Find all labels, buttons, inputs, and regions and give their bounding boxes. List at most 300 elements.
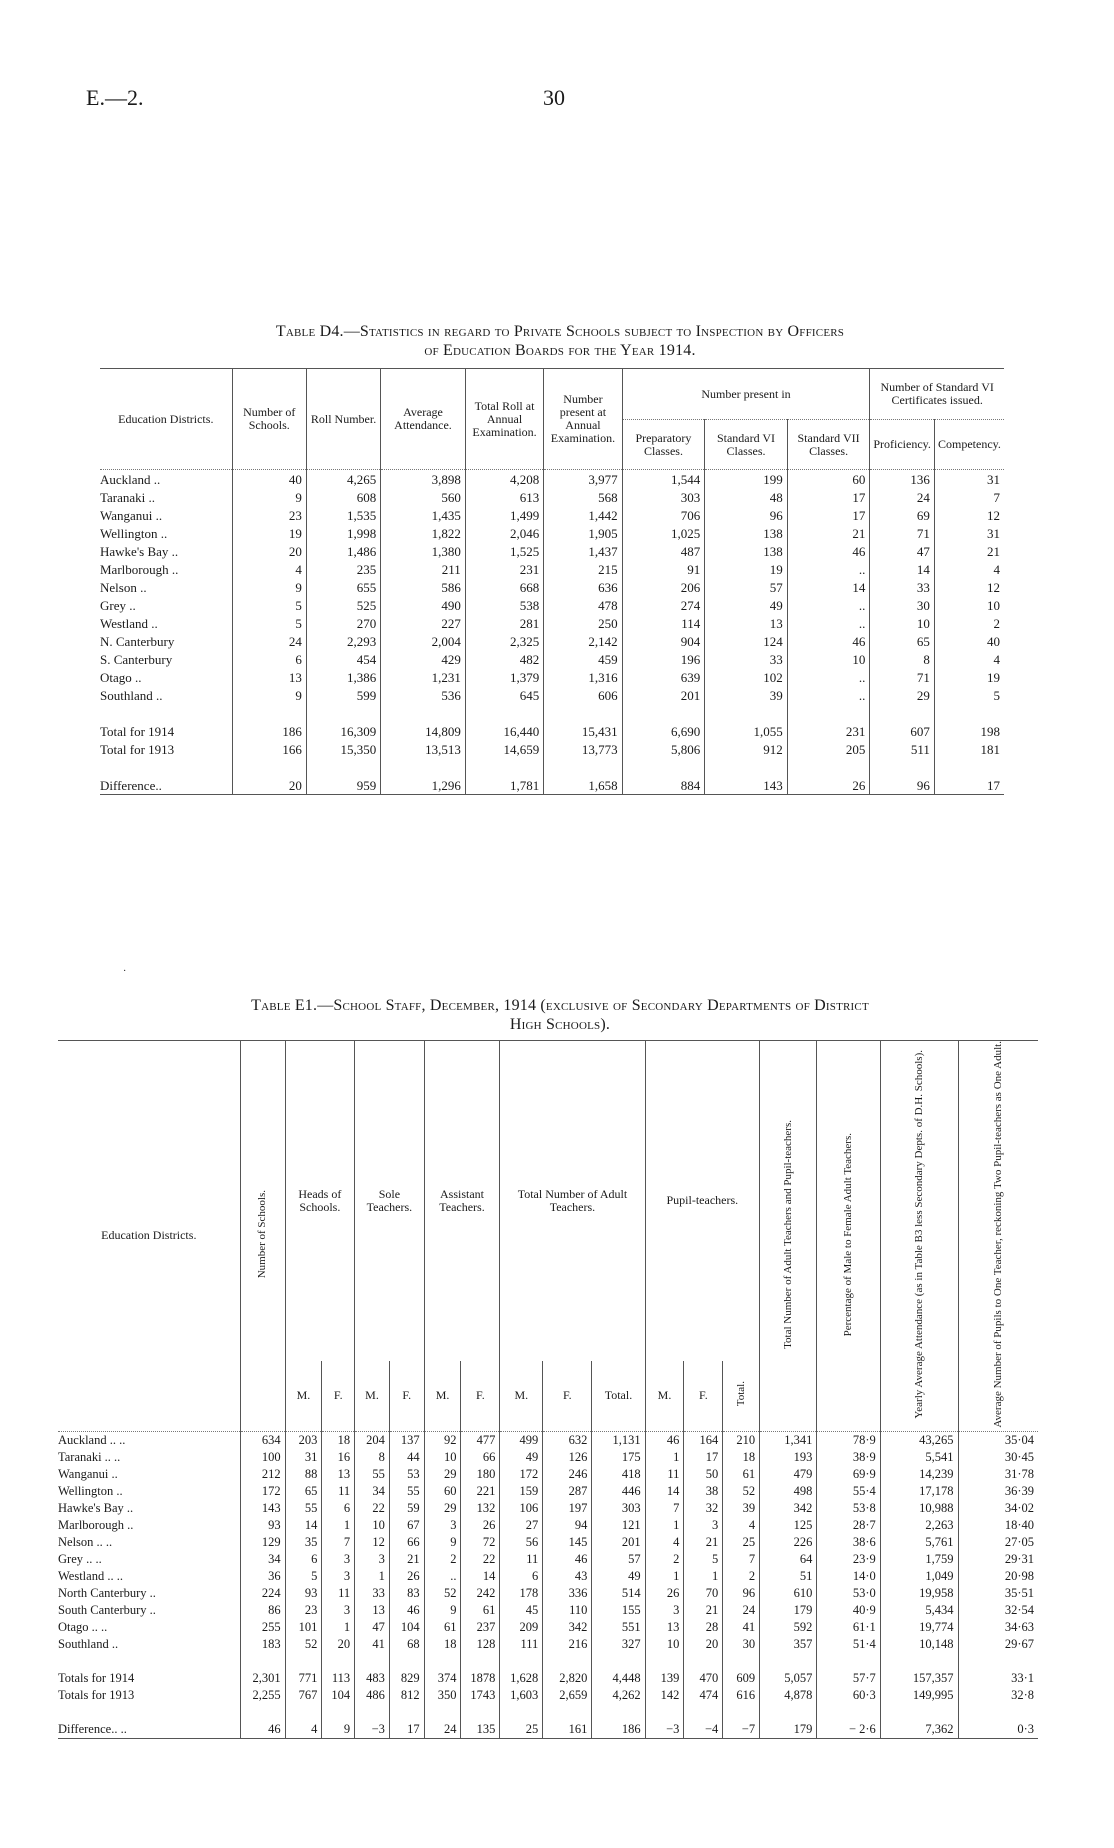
table-cell: 46	[787, 632, 870, 650]
table-cell: 55	[355, 1466, 390, 1483]
table-cell: 429	[381, 650, 466, 668]
table-cell: 104	[322, 1687, 355, 1704]
table-cell: 10	[787, 650, 870, 668]
table-cell: 1,055	[705, 722, 788, 740]
table-cell: 125	[760, 1517, 817, 1534]
table-cell: 16,309	[306, 722, 380, 740]
table-cell: 21	[934, 542, 1004, 560]
table-d4-caption	[100, 322, 1020, 360]
table-cell: 2	[424, 1551, 461, 1568]
table-cell: 216	[543, 1636, 592, 1653]
table-cell: 1,296	[381, 776, 466, 795]
row-label: Totals for 1913	[58, 1687, 135, 1702]
table-cell: 4	[934, 650, 1004, 668]
table-cell: 1,628	[500, 1670, 543, 1687]
table-cell: 10	[934, 596, 1004, 614]
table-cell: 50	[684, 1466, 723, 1483]
table-cell: 767	[285, 1687, 322, 1704]
table-cell: 55	[285, 1500, 322, 1517]
table-cell: 61	[461, 1602, 500, 1619]
table-cell: 1,379	[465, 668, 543, 686]
table-cell: 2,301	[240, 1670, 285, 1687]
table-cell: 29·31	[958, 1551, 1038, 1568]
table-cell: 33	[355, 1585, 390, 1602]
table-cell: 1,049	[880, 1568, 958, 1585]
table-cell: 21	[684, 1602, 723, 1619]
table-cell: 10	[424, 1449, 461, 1466]
table-cell: 9	[424, 1534, 461, 1551]
table-cell: 1	[684, 1568, 723, 1585]
row-label: Southland ..	[58, 1636, 119, 1651]
table-row	[58, 1636, 1038, 1653]
table-cell: 13	[645, 1619, 684, 1636]
table-cell: 65	[870, 632, 935, 650]
table-cell: 46	[787, 542, 870, 560]
table-cell: 106	[500, 1500, 543, 1517]
table-cell: 4,448	[592, 1670, 645, 1687]
table-cell: 342	[760, 1500, 817, 1517]
table-cell: 113	[322, 1670, 355, 1687]
table-cell: 20	[232, 776, 306, 795]
table-cell: 20·98	[958, 1568, 1038, 1585]
table-cell: 470	[684, 1670, 723, 1687]
table-cell: 121	[592, 1517, 645, 1534]
table-cell: 592	[760, 1619, 817, 1636]
table-cell: 459	[544, 650, 622, 668]
table-cell: 1,822	[381, 524, 466, 542]
table-cell: 26	[787, 776, 870, 795]
table-cell: 274	[622, 596, 705, 614]
table-cell: 45	[500, 1602, 543, 1619]
table-cell: 71	[870, 524, 935, 542]
table-cell: 227	[381, 614, 466, 632]
table-cell: 29	[424, 1500, 461, 1517]
page-code: E.—2.	[86, 85, 144, 110]
table-row	[58, 1551, 1038, 1568]
table-cell: ..	[787, 596, 870, 614]
table-cell: 155	[592, 1602, 645, 1619]
table-cell: 1,499	[465, 506, 543, 524]
table-row	[100, 632, 1004, 650]
header-competency: Competency.	[934, 420, 1004, 470]
table-cell: 568	[544, 488, 622, 506]
table-cell: 498	[760, 1483, 817, 1500]
table-cell: 28·7	[817, 1517, 880, 1534]
table-cell: 10,988	[880, 1500, 958, 1517]
table-cell: 446	[592, 1483, 645, 1500]
table-cell: 2,004	[381, 632, 466, 650]
table-cell: 30	[870, 596, 935, 614]
table-cell: 145	[543, 1534, 592, 1551]
table-cell: 2,255	[240, 1687, 285, 1704]
table-cell: 303	[592, 1500, 645, 1517]
row-label: S. Canterbury	[100, 651, 173, 667]
table-cell: 12	[355, 1534, 390, 1551]
e1-header-heads: Heads of Schools.	[285, 1041, 355, 1361]
table-cell: 33·1	[958, 1670, 1038, 1687]
table-cell: 13,773	[544, 740, 622, 758]
table-cell: 137	[389, 1431, 424, 1449]
table-cell: 14	[461, 1568, 500, 1585]
table-cell: 139	[645, 1670, 684, 1687]
e1-adult-f: F.	[543, 1361, 592, 1432]
table-cell: 13	[322, 1466, 355, 1483]
row-label: Taranaki .. ..	[58, 1449, 121, 1464]
table-cell: 70	[684, 1585, 723, 1602]
row-label: Wellington ..	[58, 1483, 123, 1498]
totals-row	[58, 1670, 1038, 1687]
table-row	[58, 1431, 1038, 1449]
table-cell: 181	[934, 740, 1004, 758]
table-cell: 21	[389, 1551, 424, 1568]
table-row	[58, 1449, 1038, 1466]
table-cell: 1,131	[592, 1431, 645, 1449]
table-cell: 30	[723, 1636, 760, 1653]
row-label: Auckland ..	[100, 471, 161, 487]
table-row	[58, 1534, 1038, 1551]
table-cell: 303	[622, 488, 705, 506]
table-cell: ..	[787, 614, 870, 632]
table-row	[58, 1619, 1038, 1636]
table-cell: 111	[500, 1636, 543, 1653]
table-cell: 350	[424, 1687, 461, 1704]
table-e1	[58, 1040, 1038, 1739]
table-cell: 616	[723, 1687, 760, 1704]
table-cell: 32	[684, 1500, 723, 1517]
table-cell: 287	[543, 1483, 592, 1500]
table-cell: 51	[760, 1568, 817, 1585]
totals-row	[58, 1687, 1038, 1704]
table-cell: 201	[622, 686, 705, 704]
table-cell: 183	[240, 1636, 285, 1653]
table-cell: −4	[684, 1721, 723, 1739]
table-row	[100, 596, 1004, 614]
row-label: Westland .. ..	[58, 1568, 123, 1583]
table-cell: 1,905	[544, 524, 622, 542]
table-cell: 61·1	[817, 1619, 880, 1636]
table-row	[58, 1500, 1038, 1517]
table-cell: 172	[500, 1466, 543, 1483]
table-cell: 17	[934, 776, 1004, 795]
e1-adult-m: M.	[500, 1361, 543, 1432]
table-cell: 4	[285, 1721, 322, 1739]
table-cell: 94	[543, 1517, 592, 1534]
table-cell: 499	[500, 1431, 543, 1449]
table-cell: 904	[622, 632, 705, 650]
row-label: Nelson .. ..	[58, 1534, 113, 1549]
table-cell: 40	[232, 470, 306, 489]
table-cell: 22	[355, 1500, 390, 1517]
table-cell: 1,341	[760, 1431, 817, 1449]
table-row	[100, 614, 1004, 632]
table-cell: 18	[322, 1431, 355, 1449]
table-cell: 32·8	[958, 1687, 1038, 1704]
table-cell: 55·4	[817, 1483, 880, 1500]
header-attendance: Average Attendance.	[381, 369, 466, 470]
row-label: Auckland .. ..	[58, 1432, 126, 1447]
table-cell: 14,239	[880, 1466, 958, 1483]
table-cell: 7	[934, 488, 1004, 506]
row-label: Wanganui ..	[58, 1466, 118, 1481]
table-cell: 560	[381, 488, 466, 506]
table-cell: 224	[240, 1585, 285, 1602]
table-cell: 198	[934, 722, 1004, 740]
table-cell: 2,046	[465, 524, 543, 542]
table-cell: 26	[389, 1568, 424, 1585]
table-cell: 19,774	[880, 1619, 958, 1636]
table-cell: 49	[500, 1449, 543, 1466]
table-cell: 490	[381, 596, 466, 614]
table-cell: 639	[622, 668, 705, 686]
table-cell: 128	[461, 1636, 500, 1653]
table-cell: 64	[760, 1551, 817, 1568]
table-cell: 4,208	[465, 470, 543, 489]
table-row	[100, 470, 1004, 489]
table-cell: 46	[543, 1551, 592, 1568]
row-label: Nelson ..	[100, 579, 147, 595]
table-cell: 203	[285, 1431, 322, 1449]
table-cell: 655	[306, 578, 380, 596]
table-cell: 92	[424, 1431, 461, 1449]
table-cell: 36	[240, 1568, 285, 1585]
table-cell: 1	[645, 1517, 684, 1534]
table-cell: 38·6	[817, 1534, 880, 1551]
table-cell: 418	[592, 1466, 645, 1483]
table-cell: 3,977	[544, 470, 622, 489]
row-label: Marlborough ..	[100, 561, 179, 577]
table-cell: 27	[500, 1517, 543, 1534]
e1-header-average: Average Number of Pupils to One Teacher, reckoning Two Pupil-teachers as One Adult.	[991, 1041, 1004, 1428]
table-cell: 186	[592, 1721, 645, 1739]
table-cell: 143	[705, 776, 788, 795]
table-cell: 357	[760, 1636, 817, 1653]
table-cell: 1,316	[544, 668, 622, 686]
table-cell: 5	[934, 686, 1004, 704]
table-cell: 159	[500, 1483, 543, 1500]
table-cell: 193	[760, 1449, 817, 1466]
table-cell: 235	[306, 560, 380, 578]
table-cell: 6	[285, 1551, 322, 1568]
table-cell: 10	[355, 1517, 390, 1534]
table-cell: 41	[355, 1636, 390, 1653]
table-cell: 34	[240, 1551, 285, 1568]
table-cell: 26	[645, 1585, 684, 1602]
e1-header-assistant: Assistant Teachers.	[424, 1041, 500, 1361]
table-cell: 33	[870, 578, 935, 596]
table-cell: 114	[622, 614, 705, 632]
header-std7: Standard VII Classes.	[787, 420, 870, 470]
table-cell: 66	[389, 1534, 424, 1551]
table-cell: 196	[622, 650, 705, 668]
table-cell: 34	[355, 1483, 390, 1500]
table-cell: −3	[645, 1721, 684, 1739]
table-cell: 47	[870, 542, 935, 560]
stray-dot: ·	[123, 966, 127, 977]
table-cell: 10	[645, 1636, 684, 1653]
header-present: Number present at Annual Examination.	[544, 369, 622, 470]
table-cell: 48	[705, 488, 788, 506]
table-cell: 31·78	[958, 1466, 1038, 1483]
table-cell: 1,231	[381, 668, 466, 686]
table-cell: 1,025	[622, 524, 705, 542]
table-cell: 24	[232, 632, 306, 650]
table-cell: 49	[592, 1568, 645, 1585]
table-cell: 327	[592, 1636, 645, 1653]
table-cell: 201	[592, 1534, 645, 1551]
table-cell: 2	[934, 614, 1004, 632]
table-cell: 57·7	[817, 1670, 880, 1687]
table-cell: 6	[500, 1568, 543, 1585]
table-cell: 9	[232, 686, 306, 704]
table-cell: ..	[787, 560, 870, 578]
table-cell: 2,820	[543, 1670, 592, 1687]
table-cell: 61	[723, 1466, 760, 1483]
table-cell: 27·05	[958, 1534, 1038, 1551]
table-cell: 1,658	[544, 776, 622, 795]
table-cell: 67	[389, 1517, 424, 1534]
table-cell: 23·9	[817, 1551, 880, 1568]
table-cell: 270	[306, 614, 380, 632]
table-cell: 5,057	[760, 1670, 817, 1687]
table-cell: 30·45	[958, 1449, 1038, 1466]
table-cell: 32·54	[958, 1602, 1038, 1619]
table-cell: 454	[306, 650, 380, 668]
table-cell: 14	[645, 1483, 684, 1500]
table-cell: 31	[934, 470, 1004, 489]
table-cell: 1	[322, 1517, 355, 1534]
e1-header-sole: Sole Teachers.	[355, 1041, 425, 1361]
table-cell: 1,442	[544, 506, 622, 524]
table-cell: 7	[322, 1534, 355, 1551]
table-cell: 487	[622, 542, 705, 560]
table-cell: ..	[787, 668, 870, 686]
table-cell: − 2·6	[817, 1721, 880, 1739]
table-cell: 34·63	[958, 1619, 1038, 1636]
table-cell: 135	[461, 1721, 500, 1739]
table-cell: 57	[705, 578, 788, 596]
table-cell: 59	[389, 1500, 424, 1517]
table-cell: 57	[592, 1551, 645, 1568]
table-cell: 11	[500, 1551, 543, 1568]
table-cell: 46	[389, 1602, 424, 1619]
row-label: Marlborough ..	[58, 1517, 134, 1532]
table-cell: 72	[461, 1534, 500, 1551]
table-cell: 2,659	[543, 1687, 592, 1704]
table-cell: 486	[355, 1687, 390, 1704]
table-cell: 61	[424, 1619, 461, 1636]
table-cell: 19	[232, 524, 306, 542]
table-cell: 13,513	[381, 740, 466, 758]
table-cell: 474	[684, 1687, 723, 1704]
table-cell: 231	[465, 560, 543, 578]
table-cell: 21	[787, 524, 870, 542]
table-cell: 126	[543, 1449, 592, 1466]
table-cell: 33	[705, 650, 788, 668]
table-cell: 83	[389, 1585, 424, 1602]
table-cell: 12	[934, 578, 1004, 596]
table-cell: 3,898	[381, 470, 466, 489]
table-cell: 24	[870, 488, 935, 506]
table-cell: 1,435	[381, 506, 466, 524]
row-label: Grey .. ..	[58, 1551, 102, 1566]
table-cell: 281	[465, 614, 543, 632]
table-cell: 8	[355, 1449, 390, 1466]
table-cell: 1,525	[465, 542, 543, 560]
table-row	[100, 542, 1004, 560]
table-row	[100, 650, 1004, 668]
table-cell: 1,535	[306, 506, 380, 524]
table-cell: 86	[240, 1602, 285, 1619]
table-cell: 3	[684, 1517, 723, 1534]
table-cell: 69·9	[817, 1466, 880, 1483]
table-cell: 16	[322, 1449, 355, 1466]
table-cell: 65	[285, 1483, 322, 1500]
table-cell: 221	[461, 1483, 500, 1500]
row-label: Otago ..	[100, 669, 142, 685]
table-cell: 4,262	[592, 1687, 645, 1704]
table-cell: 20	[322, 1636, 355, 1653]
table-row	[100, 668, 1004, 686]
row-label: Wellington ..	[100, 525, 168, 541]
table-cell: 607	[870, 722, 935, 740]
table-cell: 15,350	[306, 740, 380, 758]
table-cell: 44	[389, 1449, 424, 1466]
table-cell: 26	[461, 1517, 500, 1534]
table-row	[100, 560, 1004, 578]
e1-assistant-m: M.	[424, 1361, 461, 1432]
header-certificates: Number of Standard VI Certificates issued.	[870, 369, 1004, 420]
table-cell: 1,544	[622, 470, 705, 489]
totals-row	[100, 722, 1004, 740]
table-cell: 645	[465, 686, 543, 704]
table-cell: 199	[705, 470, 788, 489]
row-label: Hawke's Bay ..	[100, 543, 179, 559]
table-cell: 1	[645, 1568, 684, 1585]
table-cell: 959	[306, 776, 380, 795]
table-cell: 668	[465, 578, 543, 596]
table-cell: 10	[870, 614, 935, 632]
table-row	[58, 1483, 1038, 1500]
header-schools: Number of Schools.	[232, 369, 306, 470]
table-cell: 1,380	[381, 542, 466, 560]
table-cell: 20	[232, 542, 306, 560]
table-cell: 6	[322, 1500, 355, 1517]
header-std6: Standard VI Classes.	[705, 420, 788, 470]
row-label: Hawke's Bay ..	[58, 1500, 134, 1515]
table-cell: 6,690	[622, 722, 705, 740]
table-cell: 52	[723, 1483, 760, 1500]
table-cell: 197	[543, 1500, 592, 1517]
table-cell: 511	[870, 740, 935, 758]
table-cell: 5,434	[880, 1602, 958, 1619]
table-cell: 374	[424, 1670, 461, 1687]
table-cell: 172	[240, 1483, 285, 1500]
table-cell: 14	[870, 560, 935, 578]
e1-header-percentage: Percentage of Male to Female Adult Teachers.	[842, 1132, 855, 1336]
table-cell: 96	[723, 1585, 760, 1602]
table-cell: 231	[787, 722, 870, 740]
table-cell: 10,148	[880, 1636, 958, 1653]
row-label: Taranaki ..	[100, 489, 156, 505]
table-cell: 19,958	[880, 1585, 958, 1602]
table-cell: 17	[389, 1721, 424, 1739]
table-cell: 66	[461, 1449, 500, 1466]
table-cell: 884	[622, 776, 705, 795]
table-cell: 21	[684, 1534, 723, 1551]
table-cell: 2,263	[880, 1517, 958, 1534]
table-row	[58, 1585, 1038, 1602]
e1-assistant-f: F.	[461, 1361, 500, 1432]
